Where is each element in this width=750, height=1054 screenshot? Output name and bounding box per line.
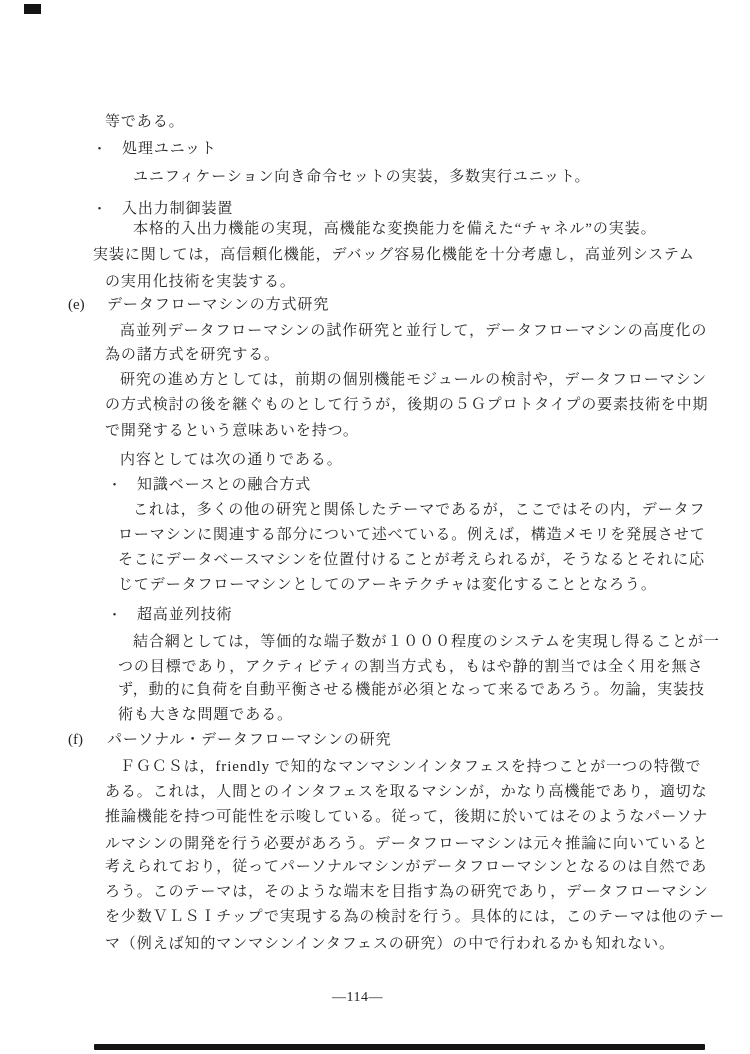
line-text: 為の諸方式を研究する。 [105, 347, 280, 363]
line-text: 研究の進め方としては，前期の個別機能モジュールの検討や，データフローマシン [120, 372, 708, 388]
line-text: 考えられており，従ってパーソナルマシンがデータフローマシンとなるのは自然であ [105, 859, 708, 875]
page-number: —114— [332, 990, 383, 1005]
line-text: 術も大きな問題である。 [118, 707, 293, 723]
scan-artifact-bottom-bar [94, 1044, 705, 1050]
line-text: ＦＧＣＳは，friendly で知的なマンマシンインタフェスを持つことが一つの特徴で [120, 759, 702, 775]
text-line [0, 450, 750, 470]
text-line [0, 370, 750, 390]
line-text: マ（例えば知的マンマシンインタフェスの研究）の中で行われるかも知れない。 [105, 936, 675, 952]
line-text: ユニフィケーション向き命令セットの実装，多数実行ユニット。 [133, 169, 591, 185]
text-line [0, 112, 750, 132]
line-text: 内容としては次の通りである。 [120, 452, 343, 468]
text-line [0, 907, 750, 927]
text-line [0, 632, 750, 652]
text-line [0, 272, 750, 292]
text-line [0, 730, 750, 750]
section-label: (f) [68, 732, 83, 748]
line-text: の方式検討の後を継ぐものとして行うが，後期の５Ｇプロトタイプの要素技術を中期 [105, 397, 709, 413]
text-line [0, 657, 750, 677]
line-text: ルマシンの開発を行う必要があろう。データフローマシンは元々推論に向いていると [105, 836, 709, 852]
line-text: そこにデータベースマシンを位置付けることが考えられるが，そうなるとそれに応 [118, 552, 705, 568]
text-line [0, 139, 750, 159]
text-line [0, 680, 750, 700]
text-line [0, 421, 750, 441]
text-line [0, 525, 750, 545]
line-text: ず，動的に負荷を自動平衡させる機能が必須となって来るであろう。勿論，実装技 [118, 682, 705, 698]
text-line [0, 345, 750, 365]
bullet-marker: ・ [93, 141, 107, 156]
text-line [0, 295, 750, 315]
text-line [0, 882, 750, 902]
text-line [0, 199, 750, 219]
text-line [0, 834, 750, 854]
text-line [0, 475, 750, 495]
text-line [0, 167, 750, 187]
text-line [0, 857, 750, 877]
line-text: データフローマシンの方式研究 [107, 297, 330, 313]
line-text: 等である。 [105, 114, 185, 130]
line-text: 超高並列技術 [137, 607, 233, 623]
line-text: で開発するという意味あいを持つ。 [105, 423, 359, 439]
line-text: ろう。このテーマは，そのような端末を目指す為の研究であり，データフローマシン [105, 884, 709, 900]
line-text: 推論機能を持つ可能性を示唆している。従って，後期に於いてはそのようなパーソナ [105, 809, 709, 825]
section-label: (e) [68, 297, 85, 313]
line-text: 実装に関しては，高信頼化機能，デバッグ容易化機能を十分考慮し，高並列システム [93, 247, 695, 263]
text-line [0, 934, 750, 954]
text-line [0, 500, 750, 520]
scan-artifact-corner-mark [24, 4, 41, 14]
line-text: 知識ベースとの融合方式 [137, 477, 312, 493]
text-line [0, 782, 750, 802]
line-text: これは，多くの他の研究と関係したテーマであるが，ここではその内，データフ [133, 502, 706, 518]
line-text: ローマシンに関連する部分について述べている。例えば，構造メモリを発展させて [118, 527, 706, 543]
line-text: ある。これは，人間とのインタフェスを取るマシンが，かなり高機能であり，適切な [105, 784, 708, 800]
line-text: 入出力制御装置 [122, 201, 234, 217]
bullet-marker: ・ [108, 607, 122, 622]
text-line [0, 245, 750, 265]
line-text: 本格的入出力機能の実現，高機能な変換能力を備えた“チャネル”の実装。 [133, 221, 657, 237]
line-text: の実用化技術を実装する。 [105, 274, 296, 290]
line-text: じてデータフローマシンとしてのアーキテクチャは変化することとなろう。 [118, 577, 657, 593]
line-text: 高並列データフローマシンの試作研究と並行して，データフローマシンの高度化の [120, 323, 708, 339]
text-line [0, 605, 750, 625]
line-text: つの目標であり，アクティビティの割当方式も，もはや静的割当では全く用を無さ [118, 659, 704, 675]
bullet-marker: ・ [108, 477, 122, 492]
text-line [0, 575, 750, 595]
line-text: を少数ＶＬＳＩチップで実現する為の検討を行う。具体的には，このテーマは他のテー [105, 909, 726, 925]
text-line [0, 219, 750, 239]
text-line [0, 807, 750, 827]
text-line [0, 550, 750, 570]
text-line [0, 395, 750, 415]
line-text: パーソナル・データフローマシンの研究 [107, 732, 392, 748]
bullet-marker: ・ [93, 201, 107, 216]
text-line [0, 705, 750, 725]
text-line [0, 321, 750, 341]
line-text: 結合網としては，等価的な端子数が１０００程度のシステムを実現し得ることが一 [133, 634, 720, 650]
text-line [0, 757, 750, 777]
line-text: 処理ユニット [122, 141, 217, 157]
